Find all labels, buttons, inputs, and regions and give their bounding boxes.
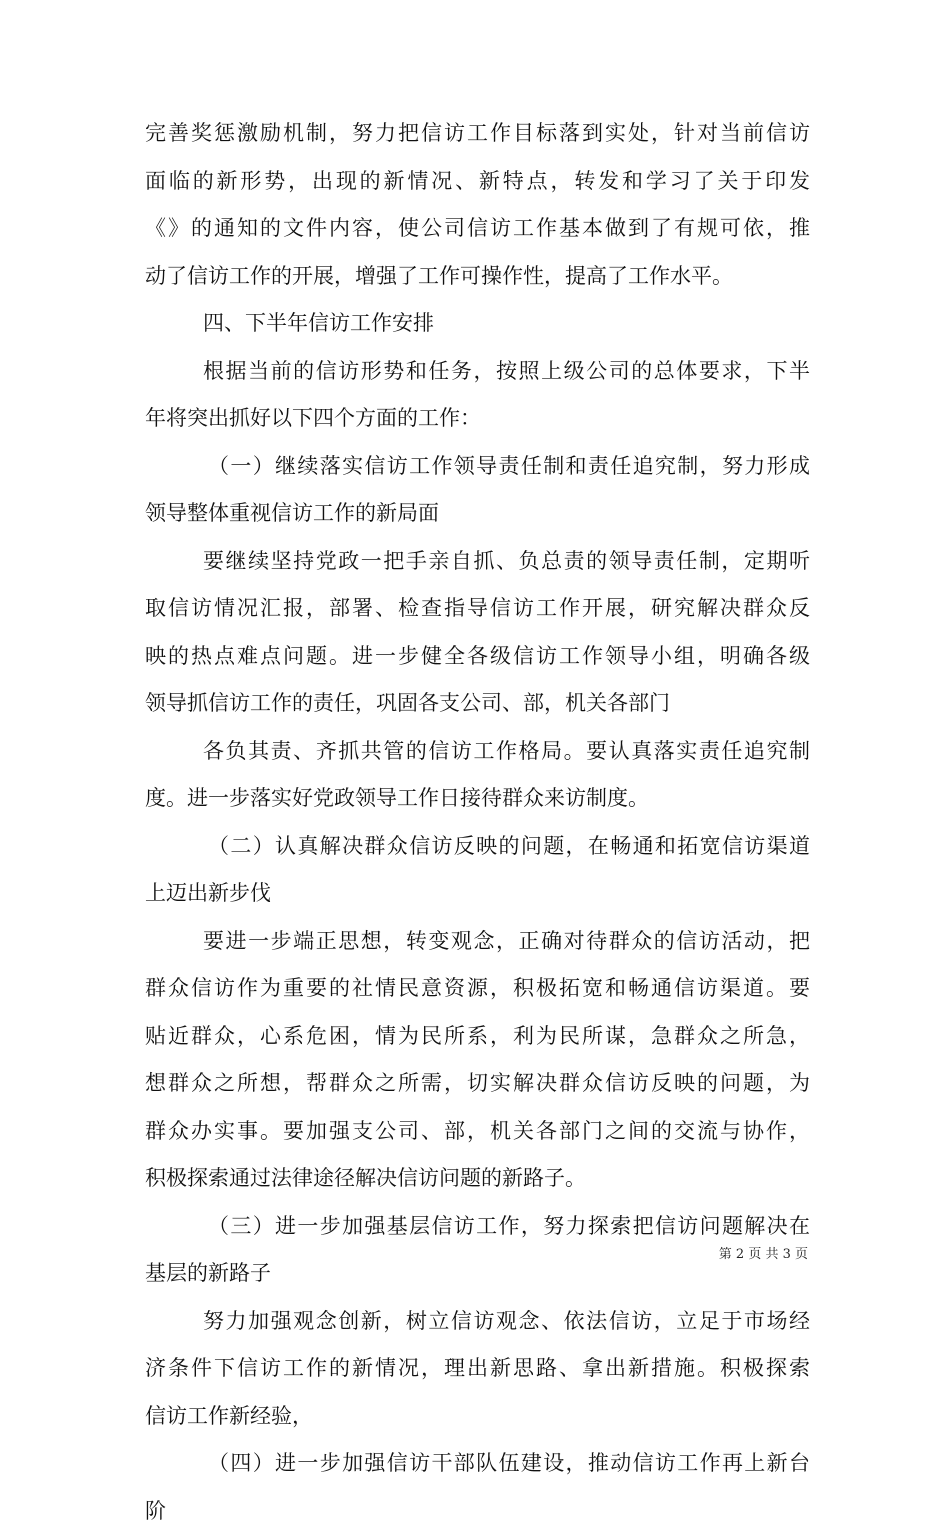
text-line: 面临的新形势，出现的新情况、新特点，转发和学习了关于印发 [145, 158, 810, 206]
subsection-heading: （三）进一步加强基层信访工作，努力探索把信访问题解决在 [145, 1203, 810, 1251]
subsection-heading: 领导整体重视信访工作的新局面 [145, 490, 810, 538]
text-line: 群众信访作为重要的社情民意资源，积极拓宽和畅通信访渠道。要 [145, 965, 810, 1013]
text-line: 领导抓信访工作的责任，巩固各支公司、部，机关各部门 [145, 680, 810, 728]
document-body [145, 110, 810, 1535]
text-line: 完善奖惩激励机制，努力把信访工作目标落到实处，针对当前信访 [145, 110, 810, 158]
text-line: 取信访情况汇报，部署、检查指导信访工作开展，研究解决群众反 [145, 585, 810, 633]
text-line: 映的热点难点问题。进一步健全各级信访工作领导小组，明确各级 [145, 633, 810, 681]
text-line: 各负其责、齐抓共管的信访工作格局。要认真落实责任追究制 [145, 728, 810, 776]
text-line: 根据当前的信访形势和任务，按照上级公司的总体要求，下半 [145, 348, 810, 396]
text-line: 信访工作新经验， [145, 1393, 810, 1441]
section-heading: 四、下半年信访工作安排 [145, 300, 810, 348]
text-line: 《》的通知的文件内容，使公司信访工作基本做到了有规可依，推 [145, 205, 810, 253]
text-line: 度。进一步落实好党政领导工作日接待群众来访制度。 [145, 775, 810, 823]
text-line: 动了信访工作的开展，增强了工作可操作性，提高了工作水平。 [145, 253, 810, 301]
text-line: 济条件下信访工作的新情况，理出新思路、拿出新措施。积极探索 [145, 1345, 810, 1393]
text-line: 积极探索通过法律途径解决信访问题的新路子。 [145, 1155, 810, 1203]
text-line: 想群众之所想，帮群众之所需，切实解决群众信访反映的问题，为 [145, 1060, 810, 1108]
text-line: 要进一步端正思想，转变观念，正确对待群众的信访活动，把 [145, 918, 810, 966]
subsection-heading: （四）进一步加强信访干部队伍建设，推动信访工作再上新台 [145, 1440, 810, 1488]
text-line: 年将突出抓好以下四个方面的工作： [145, 395, 810, 443]
subsection-heading: 阶 [145, 1488, 810, 1535]
subsection-heading: （二）认真解决群众信访反映的问题，在畅通和拓宽信访渠道 [145, 823, 810, 871]
subsection-heading: 基层的新路子 [145, 1250, 810, 1298]
page-number: 第 2 页 共 3 页 [0, 1243, 808, 1262]
text-line: 努力加强观念创新，树立信访观念、依法信访，立足于市场经 [145, 1298, 810, 1346]
text-line: 要继续坚持党政一把手亲自抓、负总责的领导责任制，定期听 [145, 538, 810, 586]
text-line: 贴近群众，心系危困，情为民所系，利为民所谋，急群众之所急， [145, 1013, 810, 1061]
text-line: 群众办实事。要加强支公司、部，机关各部门之间的交流与协作， [145, 1108, 810, 1156]
subsection-heading: 上迈出新步伐 [145, 870, 810, 918]
subsection-heading: （一）继续落实信访工作领导责任制和责任追究制，努力形成 [145, 443, 810, 491]
